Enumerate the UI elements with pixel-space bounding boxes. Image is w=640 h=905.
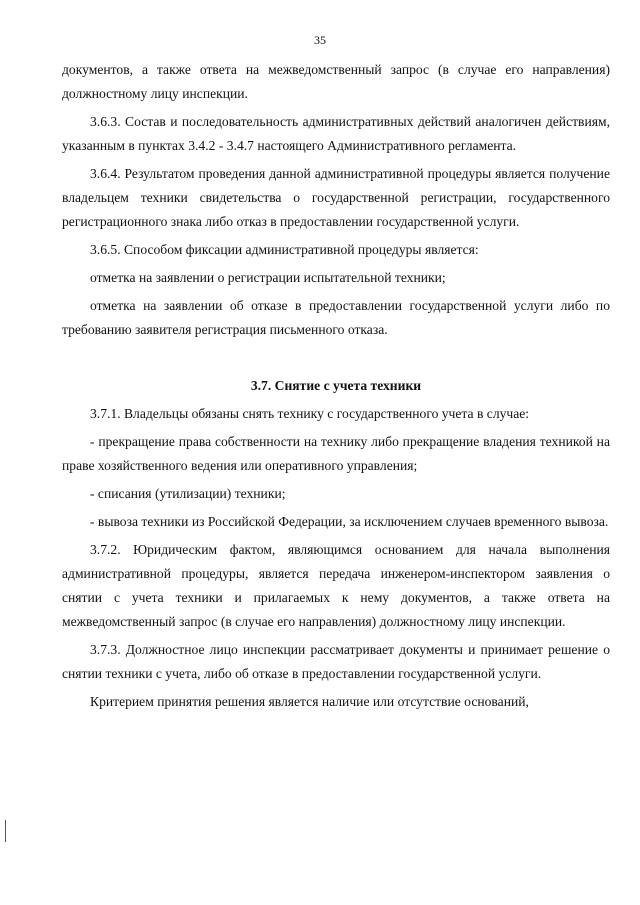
paragraph-criteria: Критерием принятия решения является наличие или отсутствие оснований, (90, 694, 529, 709)
paragraph-continuation: документов, а также ответа на межведомственный запрос (в случае его направления) должностному лицу инспекции. (62, 62, 610, 101)
paragraph-3-6-4: 3.6.4. Результатом проведения данной административной процедуры является получение владельцем техники свидетельства о государственной регистрации, государственного регистрационного знака либо отказ в предоставлении государственной услуги. (62, 166, 610, 229)
document-body (62, 58, 610, 718)
page-number: 35 (314, 33, 326, 47)
paragraph-3-6-3: 3.6.3. Состав и последовательность административных действий аналогичен действиям, указанным в пунктах 3.4.2 - 3.4.7 настоящего Административного регламента. (62, 114, 610, 153)
section-heading-3-7: 3.7. Снятие с учета техники (250, 378, 422, 393)
list-item-ownership-termination: - прекращение права собственности на технику либо прекращение владения техникой на праве хозяйственного ведения или оперативного управления; (62, 434, 610, 473)
paragraph-3-6-5: 3.6.5. Способом фиксации административной процедуры является: (90, 242, 479, 257)
paragraph-3-7-1: 3.7.1. Владельцы обязаны снять технику с государственного учета в случае: (90, 406, 530, 421)
list-item-disposal: - списания (утилизации) техники; (90, 486, 286, 501)
paragraph-mark-refusal: отметка на заявлении об отказе в предоставлении государственной услуги либо по требованию заявителя регистрация письменного отказа. (62, 298, 610, 337)
list-item-export: - вывоза техники из Российской Федерации, за исключением случаев временного вывоза. (90, 514, 609, 529)
paragraph-mark-registration: отметка на заявлении о регистрации испытательной техники; (90, 270, 446, 285)
scan-margin-mark (5, 820, 6, 842)
paragraph-3-7-3: 3.7.3. Должностное лицо инспекции рассматривает документы и принимает решение о снятии техники с учета, либо об отказе в предоставлении государственной услуги. (62, 642, 610, 681)
paragraph-3-7-2: 3.7.2. Юридическим фактом, являющимся основанием для начала выполнения административной процедуры, является передача инженером-инспектором заявления о снятии с учета техники и прилагаемых к нему документов, а также ответа на межведомственный запрос (в случае его направления) должностному лицу инспекции. (62, 542, 610, 629)
